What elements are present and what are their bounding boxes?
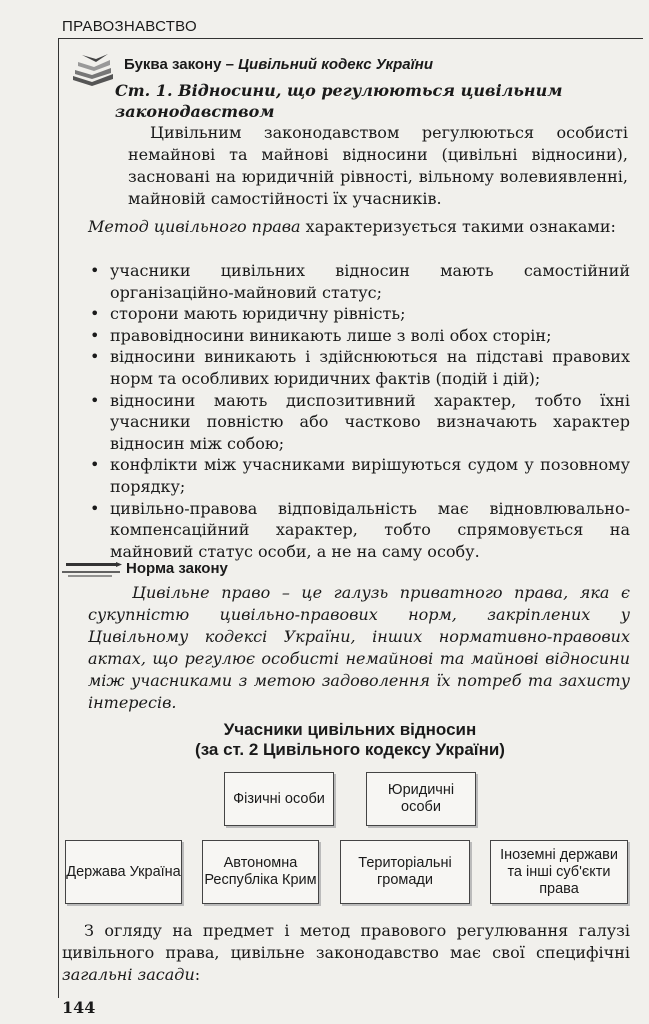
running-title: ПРАВОЗНАВСТВО	[62, 18, 197, 35]
list-item: • правовідносини виникають лише з волі обох сторін;	[88, 325, 630, 347]
list-item: • конфлікти між учасниками вирішуються судом у позовному порядку;	[88, 454, 630, 497]
participant-box-individuals: Фізичні особи	[224, 772, 334, 826]
conclusion-paragraph	[62, 920, 630, 986]
margin-rule	[58, 38, 59, 998]
article-title: Ст. 1. Відносини, що регулюються цивільним законодавством	[115, 81, 563, 121]
participant-box-legal-entities: Юридичні особи	[366, 772, 476, 826]
method-rest: характеризується такими ознаками:	[300, 217, 616, 236]
book-icon	[70, 52, 116, 90]
method-features-list	[88, 260, 630, 562]
header-rule	[58, 38, 643, 39]
conclusion-italic: загальні засади	[62, 965, 195, 984]
method-paragraph	[88, 216, 628, 238]
article-text	[128, 122, 628, 210]
pen-icon	[62, 558, 122, 584]
section-label-source: Цивільний кодекс України	[238, 56, 434, 73]
article-text-body: Цивільним законодавством регулюються особисті немайнові та майнові відносини (цивільні відносини), засновані на юридичній рівності, вільному волевиявленні, майновій самостійності їх учасників.	[128, 123, 628, 208]
list-item: • цивільно-правова відповідальність має відновлювально-компенсаційний характер, тобто спрямовується на майновий статус особи, а не на саму особу.	[88, 498, 630, 563]
civil-law-definition-text: Цивільне право – це галузь приватного права, яка є сукупністю цивільно-правових норм, закріплених у Цивільному кодексі України, інших нормативно-правових актах, що регулює особисті немайнові та майнові відносини між учасниками з метою задоволення їх потреб та захисту інтересів.	[88, 583, 630, 712]
participant-box-foreign-states: Іноземні держави та інші суб'єкти права	[490, 840, 628, 904]
list-item: • відносини виникають і здійснюються на підставі правових норм та особливих юридичних фактів (подій і дій);	[88, 346, 630, 389]
civil-law-definition	[88, 582, 630, 714]
section-label: Буква закону –	[124, 56, 239, 73]
list-item: • сторони мають юридичну рівність;	[88, 303, 630, 325]
page-number: 144	[62, 998, 96, 1017]
participant-box-crimea: Автономна Республіка Крим	[202, 840, 319, 904]
list-item: • учасники цивільних відносин мають самостійний організаційно-майновий статус;	[88, 260, 630, 303]
list-item: • відносини мають диспозитивний характер, тобто їхні учасники повністю або частково визначають характер відносин між собою;	[88, 390, 630, 455]
participant-box-state: Держава Україна	[65, 840, 182, 904]
diagram-title-line2: (за ст. 2 Цивільного кодексу України)	[195, 740, 505, 759]
participant-box-communities: Територіальні громади	[340, 840, 470, 904]
section-title-letter-of-law	[124, 56, 433, 73]
method-term: Метод цивільного права	[88, 217, 301, 236]
section-title-norm-of-law: Норма закону	[126, 560, 228, 577]
diagram-title-line1: Учасники цивільних відносин	[223, 720, 477, 739]
diagram-title	[110, 720, 590, 760]
conclusion-end: :	[194, 965, 201, 984]
conclusion-text: З огляду на предмет і метод правового регулювання галузі цивільного права, цивільне законодавство має свої специфічні	[62, 921, 630, 962]
